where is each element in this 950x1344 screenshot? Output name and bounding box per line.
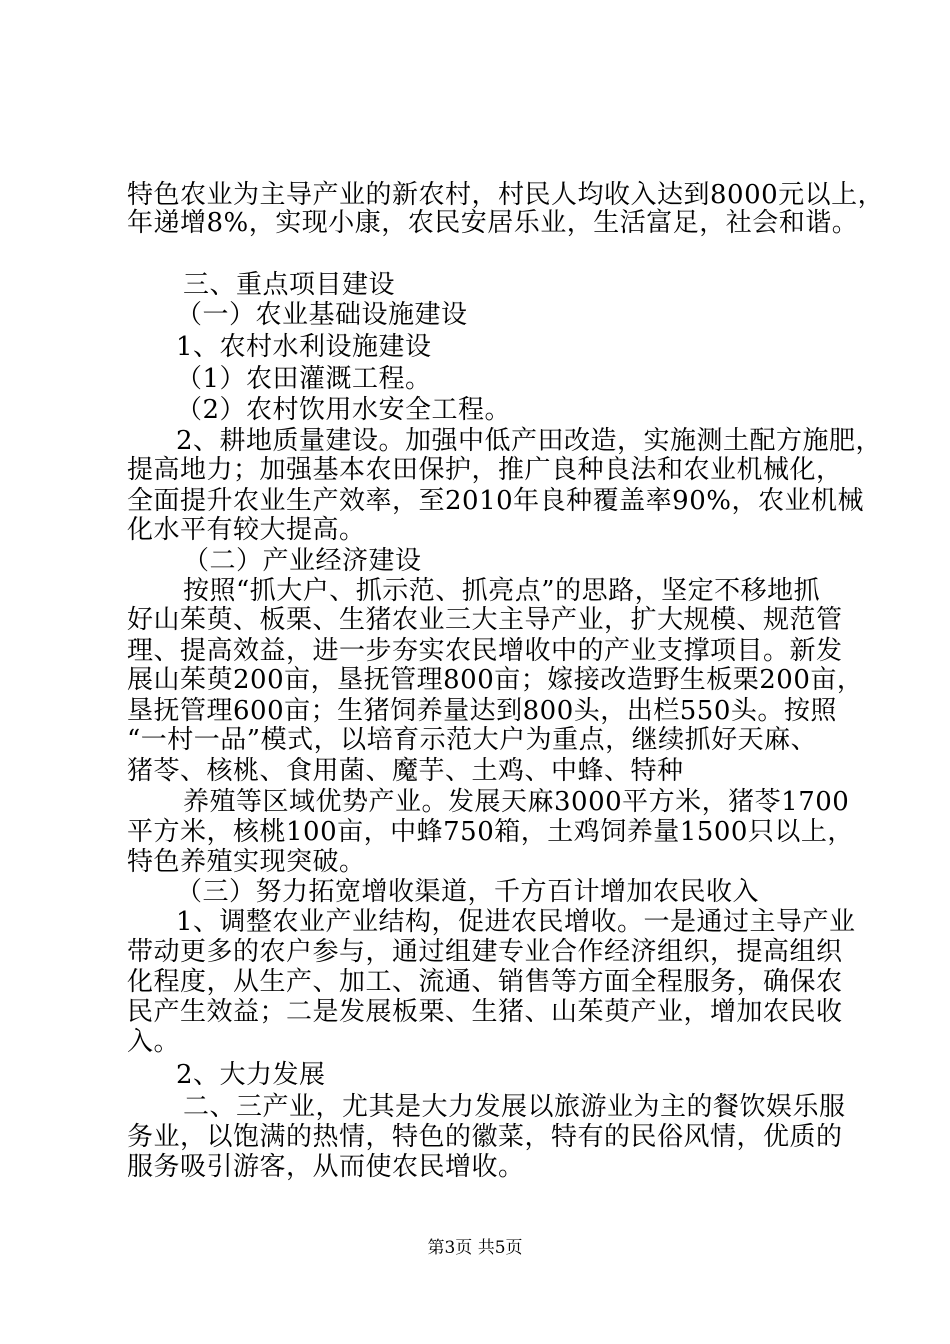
paragraph-line: 理、提高效益，进一步夯实农民增收中的产业支撑项目。新发: [127, 636, 843, 666]
paragraph-line: 展山茱萸200亩，垦抚管理800亩；嫁接改造野生板栗200亩，: [127, 665, 864, 695]
subsection-heading: （二）产业经济建设: [183, 546, 422, 576]
paragraph-line: 垦抚管理600亩；生猪饲养量达到800头，出栏550头。按照: [127, 696, 837, 726]
paragraph-line: 按照“抓大户、抓示范、抓亮点”的思路，坚定不移地抓: [183, 576, 821, 606]
paragraph-line: 务业，以饱满的热情，特色的徽菜，特有的民俗风情，优质的: [127, 1122, 843, 1152]
page-number: 第3页 共5页: [427, 1238, 523, 1258]
paragraph-line: “一村一品”模式，以培育示范大户为重点，继续抓好天麻、: [127, 725, 818, 755]
paragraph-line: 民产生效益；二是发展板栗、生猪、山茱萸产业，增加农民收: [127, 997, 843, 1027]
subsection-heading: （三）努力拓宽增收渠道，千方百计增加农民收入: [176, 877, 760, 907]
paragraph-line: 特色农业为主导产业的新农村，村民人均收入达到8000元以上，: [127, 180, 885, 210]
paragraph-line: 化水平有较大提高。: [127, 515, 366, 545]
paragraph-line: 1、调整农业产业结构，促进农民增收。一是通过主导产业: [176, 907, 856, 937]
paragraph-line: 养殖等区域优势产业。发展天麻3000平方米，猪苓1700: [183, 787, 850, 817]
paragraph-line: 服务吸引游客，从而使农民增收。: [127, 1152, 525, 1182]
paragraph-line: 二、三产业，尤其是大力发展以旅游业为主的餐饮娱乐服: [183, 1092, 846, 1122]
paragraph-line: 好山茱萸、板栗、生猪农业三大主导产业，扩大规模、规范管: [127, 605, 843, 635]
item-heading: 2、大力发展: [176, 1060, 326, 1090]
paragraph-line: 带动更多的农户参与，通过组建专业合作经济组织，提高组织: [127, 937, 843, 967]
paragraph-line: 猪苓、核桃、食用菌、魔芋、土鸡、中蜂、特种: [127, 756, 684, 786]
sub-item: （1）农田灌溉工程。: [176, 364, 432, 394]
paragraph-line: 全面提升农业生产效率，至2010年良种覆盖率90%，农业机械: [127, 486, 864, 516]
paragraph-line: 2、耕地质量建设。加强中低产田改造，实施测土配方施肥，: [176, 426, 883, 456]
paragraph-line: 年递增8%，实现小康，农民安居乐业，生活富足，社会和谐。: [127, 208, 859, 238]
paragraph-line: 化程度，从生产、加工、流通、销售等方面全程服务，确保农: [127, 967, 843, 997]
subsection-heading: （一）农业基础设施建设: [176, 300, 468, 330]
section-heading: 三、重点项目建设: [183, 270, 396, 300]
paragraph-line: 特色养殖实现突破。: [127, 847, 366, 877]
paragraph-line: 平方米，核桃100亩，中蜂750箱，土鸡饲养量1500只以上，: [127, 817, 854, 847]
paragraph-line: 入。: [127, 1027, 181, 1057]
sub-item: （2）农村饮用水安全工程。: [176, 395, 512, 425]
paragraph-line: 提高地力；加强基本农田保护，推广良种良法和农业机械化，: [127, 455, 843, 485]
item-heading: 1、农村水利设施建设: [176, 332, 432, 362]
